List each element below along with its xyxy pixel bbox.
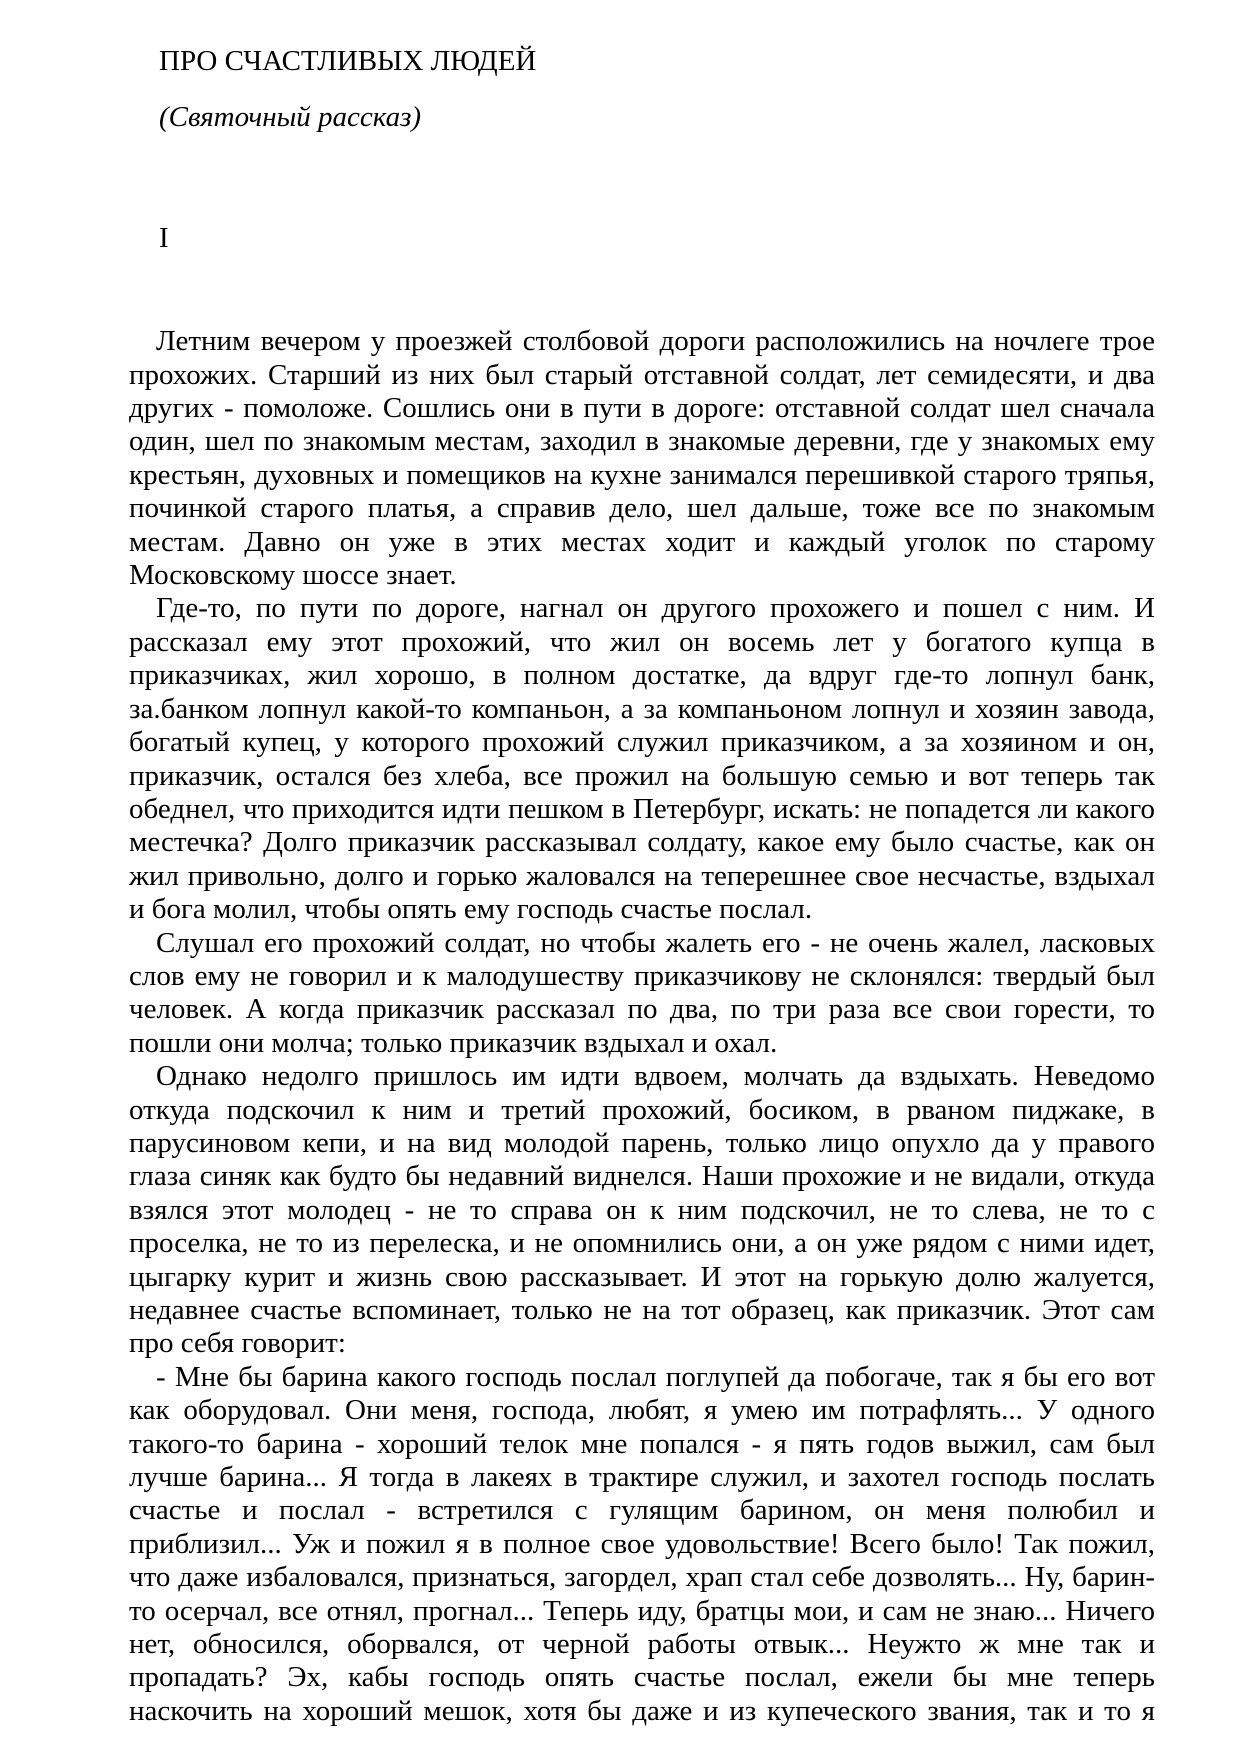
paragraph: Однако недолго пришлось им идти вдвоем, молчать да вздыхать. Неведомо откуда подскочил к ним и третий прохожий, босиком, в рваном пиджаке, в парусиновом кепи, и на вид молодой парень, только лицо опухло да у правого глаза синяк как будто бы недавний виднелся. Наши прохожие и не видали, откуда взялся этот молодец - не то справа он к ним подскочил, не то слева, не то с проселка, не то из перелеска, и не опомнились они, а он уже рядом с ними идет, цыгарку курит и жизнь свою рассказывает. И этот на горькую долю жалуется, недавнее счастье вспоминает, только не на тот образец, как приказчик. Этот сам про себя говорит: bbox=[129, 1060, 1155, 1360]
paragraph: - Мне бы барина какого господь послал поглупей да побогаче, так я бы его вот как оборудовал. Они меня, господа, любят, я умею им потрафлять... У одного такого-то барина - хороший телок мне попался - я пять годов выжил, сам был лучше барина... Я тогда в лакеях в трактире служил, и захотел господь послать счастье и послал - встретился с гулящим барином, он меня полюбил и приблизил... Уж и пожил я в полное свое удовольствие! Всего было! Так пожил, что даже избаловался, признаться, загордел, храп стал себе дозволять... Ну, барин-то осерчал, все отнял, прогнал... Теперь иду, братцы мои, и сам не знаю... Ничего нет, обносился, оборвался, от черной работы отвык... Неужто ж мне так и пропадать? Эх, кабы господь опять счастье послал, ежели бы мне теперь наскочить на хороший мешок, хотя бы даже и из купеческого звания, так и то я bbox=[129, 1360, 1155, 1727]
story-body bbox=[129, 325, 1155, 1728]
paragraph: Где-то, по пути по дороге, нагнал он другого прохожего и пошел с ним. И рассказал ему этот прохожий, что жил он восемь лет у богатого купца в приказчиках, жил хорошо, в полном достатке, да вдруг где-то лопнул банк, за.банком лопнул какой-то компаньон, а за компаньоном лопнул и хозяин завода, богатый купец, у которого прохожий служил приказчиком, а за хозяином и он, приказчик, остался без хлеба, все прожил на большую семью и вот теперь так обеднел, что приходится идти пешком в Петербург, искать: не попадется ли какого местечка? Долго приказчик рассказывал солдату, какое ему было счастье, как он жил привольно, долго и горько жаловался на теперешнее свое несчастье, вздыхал и бога молил, чтобы опять ему господь счастье послал. bbox=[129, 592, 1155, 926]
section-number: I bbox=[159, 221, 169, 254]
paragraph: Слушал его прохожий солдат, но чтобы жалеть его - не очень жалел, ласковых слов ему не говорил и к малодушеству приказчикову не склонялся: твердый был человек. А когда приказчик рассказал по два, по три раза все свои горести, то пошли они молча; только приказчик вздыхал и охал. bbox=[129, 926, 1155, 1059]
paragraph: Летним вечером у проезжей столбовой дороги расположились на ночлеге трое прохожих. Старший из них был старый отставной солдат, лет семидесяти, и два других - помоложе. Сошлись они в пути в дороге: отставной солдат шел сначала один, шел по знакомым местам, заходил в знакомые деревни, где у знакомых ему крестьян, духовных и помещиков на кухне занимался перешивкой старого тряпья, починкой старого платья, а справив дело, шел дальше, тоже все по знакомым местам. Давно он уже в этих местах ходит и каждый уголок по старому Московскому шоссе знает. bbox=[129, 325, 1155, 592]
document-subtitle: (Святочный рассказ) bbox=[159, 101, 422, 134]
document-title: ПРО СЧАСТЛИВЫХ ЛЮДЕЙ bbox=[159, 45, 537, 77]
